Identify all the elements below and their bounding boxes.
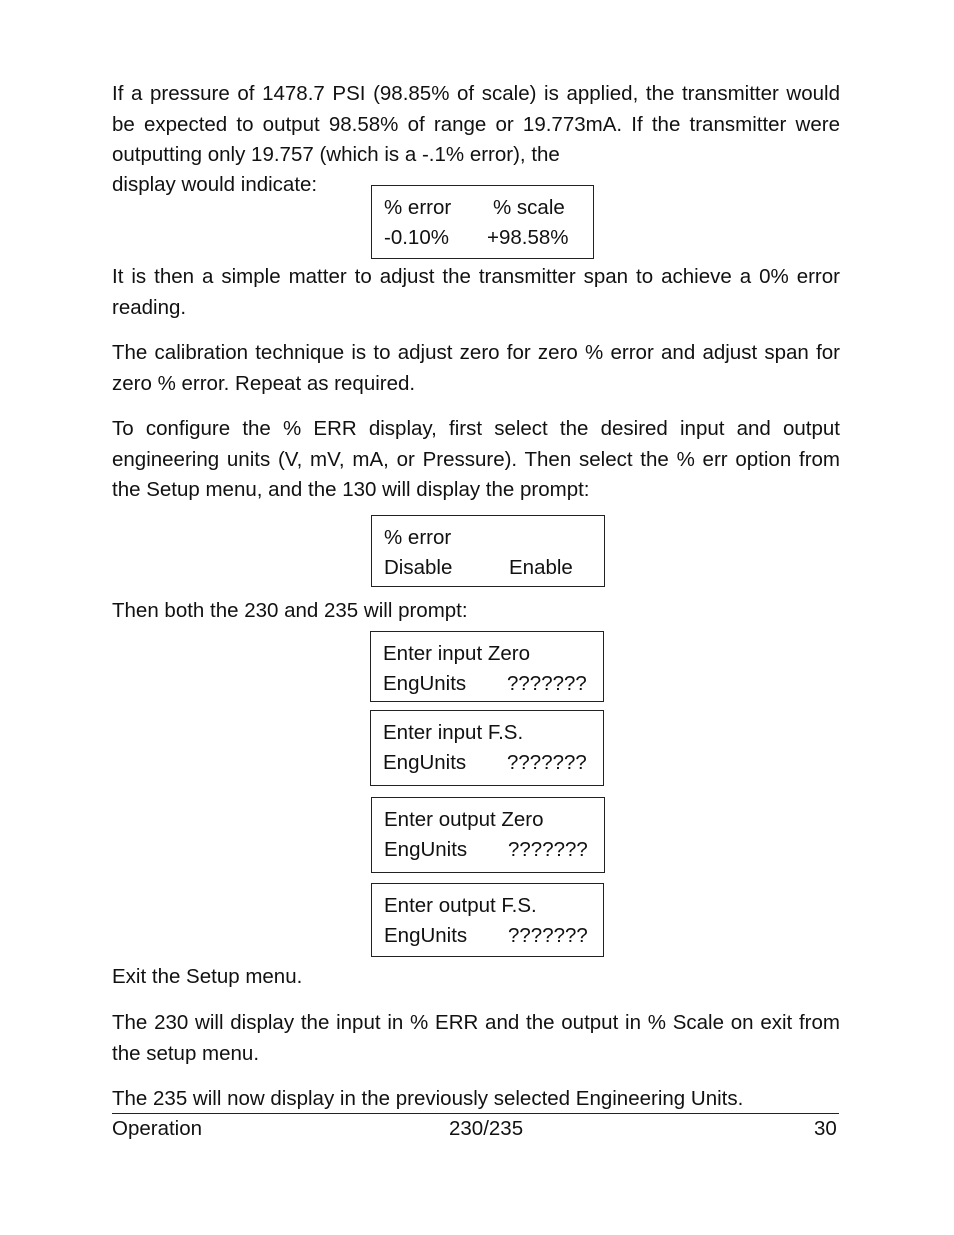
display-output-fs	[371, 883, 604, 957]
paragraph-230-display: The 230 will display the input in % ERR and the output in % Scale on exit from the setup menu.	[112, 1011, 840, 1065]
display-value: ???????	[508, 924, 588, 947]
display-prompt: Enter output F.S.	[384, 894, 537, 917]
display-label: EngUnits	[384, 924, 468, 947]
display-input-zero	[370, 631, 604, 702]
display-label: % scale	[493, 196, 565, 219]
display-value: -0.10%	[384, 226, 449, 249]
paragraph-pressure-example: If a pressure of 1478.7 PSI (98.85% of scale) is applied, the transmitter would be expected to output 98.58% of range or 19.773mA. If the transmitter were outputting only 19.757 (which is a -.1% error), the	[112, 82, 840, 166]
display-output-zero	[371, 797, 605, 873]
display-label: EngUnits	[383, 672, 467, 695]
paragraph-calibration-technique: The calibration technique is to adjust zero for zero % error and adjust span for zero % error. Repeat as required.	[112, 341, 840, 395]
display-error-enable	[371, 515, 605, 587]
paragraph-display-intro: display would indicate:	[112, 173, 318, 196]
paragraph-exit-setup: Exit the Setup menu.	[112, 965, 303, 988]
footer-section: Operation	[112, 1117, 203, 1140]
paragraph-configure-err: To configure the % ERR display, first select the desired input and output engineering units (V, mV, mA, or Pressure). Then select the % err option from the Setup menu, and the 130 will display the prompt:	[112, 417, 840, 501]
paragraph-both-prompt: Then both the 230 and 235 will prompt:	[112, 599, 468, 622]
display-option-disable: Disable	[384, 556, 453, 579]
display-error-scale	[371, 185, 594, 259]
display-value: ???????	[508, 838, 588, 861]
display-value: +98.58%	[487, 226, 569, 249]
paragraph-adjust-span: It is then a simple matter to adjust the transmitter span to achieve a 0% error reading.	[112, 265, 840, 319]
display-input-fs	[370, 710, 604, 786]
display-prompt: Enter input Zero	[383, 642, 530, 665]
display-label: EngUnits	[383, 751, 467, 774]
display-label: EngUnits	[384, 838, 468, 861]
display-label: % error	[384, 526, 452, 549]
display-value: ???????	[507, 672, 587, 695]
paragraph-235-display: The 235 will now display in the previously selected Engineering Units.	[112, 1087, 744, 1110]
display-prompt: Enter output Zero	[384, 808, 544, 831]
display-option-enable: Enable	[509, 556, 573, 579]
footer-model: 230/235	[449, 1117, 524, 1140]
display-label: % error	[384, 196, 452, 219]
display-prompt: Enter input F.S.	[383, 721, 524, 744]
footer-page-number: 30	[814, 1117, 837, 1140]
display-value: ???????	[507, 751, 587, 774]
